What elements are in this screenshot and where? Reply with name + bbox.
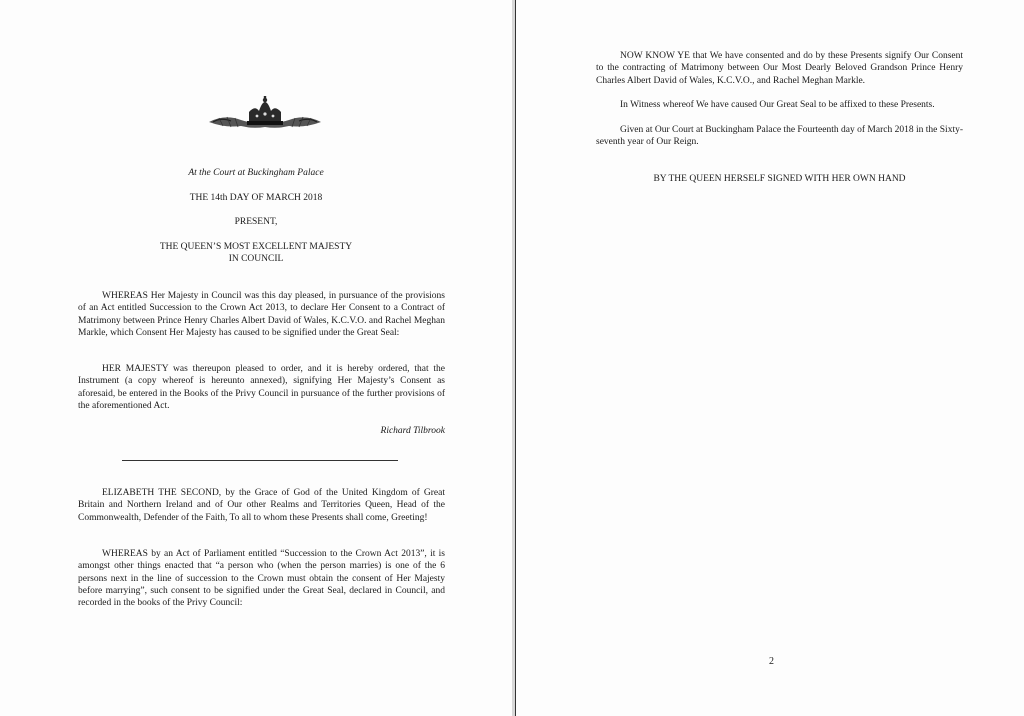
elizabeth-paragraph: ELIZABETH THE SECOND, by the Grace of God of the United Kingdom of Great Britain and Northern Ireland and of Our other Realms and Territories Queen, Head of the Commonwealth, Defender of the Faith, To all to whom these Presents shall come, Greeting! <box>78 488 445 523</box>
date-line: THE 14th DAY OF MARCH 2018 <box>189 193 323 203</box>
given-paragraph: Given at Our Court at Buckingham Palace the Fourteenth day of March 2018 in the Sixty-seventh year of Our Reign. <box>596 125 963 148</box>
whereas-paragraph: WHEREAS Her Majesty in Council was this day pleased, in pursuance of the provisions of an Act entitled Succession to the Crown Act 2013, to declare Her Consent to a Contract of Matrimony between Prince Henry Charles Albert David of Wales, K.C.V.O. and Rachel Meghan Markle, which Consent Her Majesty has caused to be signified under the Great Seal: <box>78 291 445 338</box>
signed-line: BY THE QUEEN HERSELF SIGNED WITH HER OWN HAND <box>653 174 906 184</box>
page-number: 2 <box>769 656 774 667</box>
majesty-line: THE QUEEN’S MOST EXCELLENT MAJESTY <box>159 242 353 252</box>
witness-paragraph: In Witness whereof We have caused Our Great Seal to be affixed to these Presents. <box>620 100 935 110</box>
present-line: PRESENT, <box>234 217 278 227</box>
royal-crown-crest-icon <box>205 96 325 136</box>
right-page <box>515 0 1024 716</box>
in-council-line: IN COUNCIL <box>228 254 284 264</box>
court-line: At the Court at Buckingham Palace <box>188 168 324 178</box>
order-paragraph: HER MAJESTY was thereupon pleased to order, and it is hereby ordered, that the Instrument (a copy whereof is hereunto annexed), signifying Her Majesty’s Consent as aforesaid, be entered in the Books of the Privy Council in pursuance of the further provisions of the aforementioned Act. <box>78 364 445 411</box>
divider-rule <box>122 460 398 461</box>
now-know-ye-paragraph: NOW KNOW YE that We have consented and do by these Presents signify Our Consent to the contracting of Matrimony between Our Most Dearly Beloved Grandson Prince Henry Charles Albert David of Wales, K.C.V.O., and Rachel Meghan Markle. <box>596 51 963 86</box>
signature-richard-tilbrook: Richard Tilbrook <box>380 426 445 436</box>
act-paragraph: WHEREAS by an Act of Parliament entitled “Succession to the Crown Act 2013”, it is amongst other things enacted that “a person who (when the person marries) is one of the 6 persons next in the line of succession to the Crown must obtain the consent of Her Majesty before marrying”, such consent to be signified under the Great Seal, declared in Council, and recorded in the books of the Privy Council: <box>78 549 445 609</box>
